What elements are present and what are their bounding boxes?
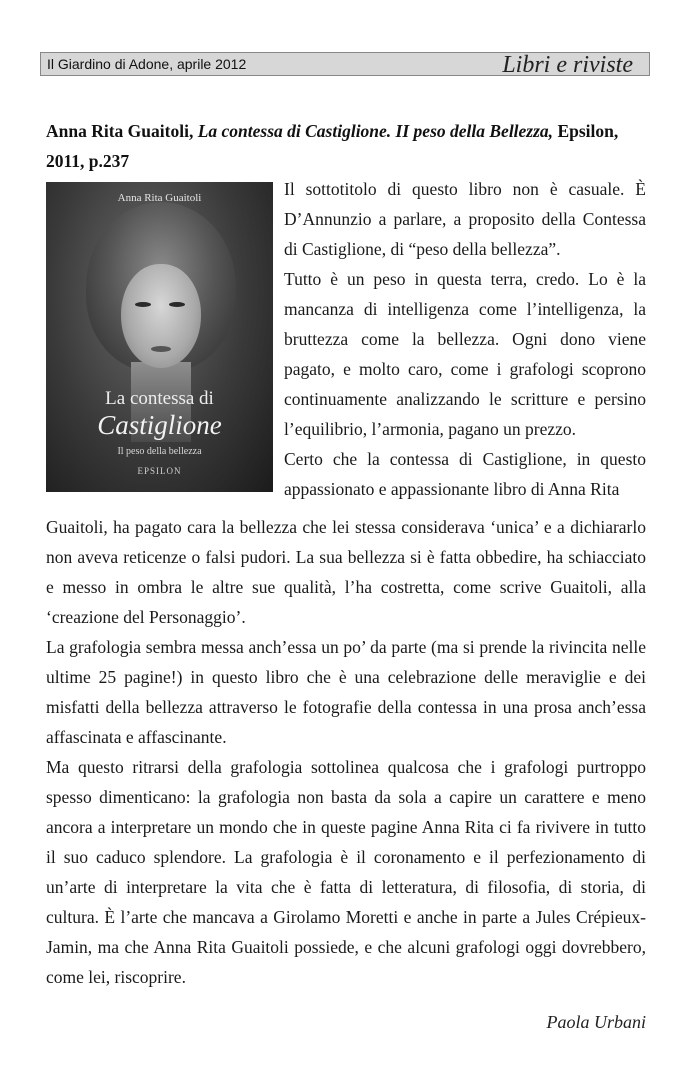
review-text-full-width xyxy=(46,512,646,992)
paragraph-4: La grafologia sembra messa anch’essa un po’ da parte (ma si prende la rivincita nelle ultime 25 pagine!) in questo libro che è una celebrazione delle meraviglie e dei misfatti della bellezza attraverso le fotografie della contessa in una prosa anch’essa affascinata e affascinante. xyxy=(46,637,646,747)
citation-author: Anna Rita Guaitoli, xyxy=(46,121,194,141)
paragraph-3-end: Guaitoli, ha pagato cara la bellezza che lei stessa considerava ‘unica’ e a dichiararlo non aveva reticenze o falsi pudori. La sua bellezza si è fatta obbedire, ha schiacciato e messo in ombra le altre sue qualità, l’ha costretta, come scrive Guaitoli, alla ‘creazione del Personaggio’. xyxy=(46,517,646,627)
page-header xyxy=(40,52,650,76)
paragraph-2: Tutto è un peso in questa terra, credo. Lo è la mancanza di intelligenza come l’intelligenza, la bruttezza come la bellezza. Ogni dono viene pagato, e molto caro, come i grafologi scoprono continuamente analizzando le scritture e persino l’equilibrio, l’armonia, pagano un prezzo. xyxy=(284,269,646,439)
cover-author: Anna Rita Guaitoli xyxy=(117,192,202,204)
cover-publisher-logo: EPSILON xyxy=(137,466,182,476)
cover-title-line1: La contessa di xyxy=(105,388,214,409)
cover-subtitle: Il peso della bellezza xyxy=(117,446,202,457)
paragraph-1: Il sottotitolo di questo libro non è casuale. È D’Annunzio a parlare, a proposito della Contessa di Castiglione, di “peso della bellezza”. xyxy=(284,179,646,259)
section-title: Libri e riviste xyxy=(502,52,633,78)
review-signature: Paola Urbani xyxy=(546,1012,646,1032)
book-cover-image xyxy=(46,182,273,492)
cover-portrait-eye-right xyxy=(169,302,185,307)
cover-portrait-eye-left xyxy=(135,302,151,307)
cover-portrait-face xyxy=(121,264,201,368)
citation-title: La contessa di Castiglione. II peso della Bellezza, xyxy=(197,121,554,141)
journal-issue: Il Giardino di Adone, aprile 2012 xyxy=(47,56,247,72)
cover-portrait-lips xyxy=(151,346,171,352)
paragraph-5: Ma questo ritrarsi della grafologia sottolinea qualcosa che i grafologi purtroppo spesso dimenticano: la grafologia non basta da sola a capire un carattere e meno ancora a interpretare un mondo che in queste pagine Anna Rita ci fa rivivere in tutto il suo caduco splendore. La grafologia è il coronamento e il perfezionamento di un’arte di interpretare la vita che è fatta di letteratura, di filosofia, di storia, di cultura. È l’arte che mancava a Girolamo Moretti e anche in parte a Jules Crépieux-Jamin, ma che Anna Rita Guaitoli possiede, e che alcuni grafologi oggi dovrebbero, come lei, riscoprire. xyxy=(46,757,646,987)
book-citation xyxy=(46,116,646,176)
paragraph-3-start: Certo che la contessa di Castiglione, in questo appassionato e appassionante libro di Anna Rita xyxy=(284,449,646,499)
citation-publisher: Epsilon, 2011, p.237 xyxy=(46,121,619,171)
review-text-beside-cover xyxy=(284,174,646,504)
cover-title-line2: Castiglione xyxy=(97,410,222,440)
